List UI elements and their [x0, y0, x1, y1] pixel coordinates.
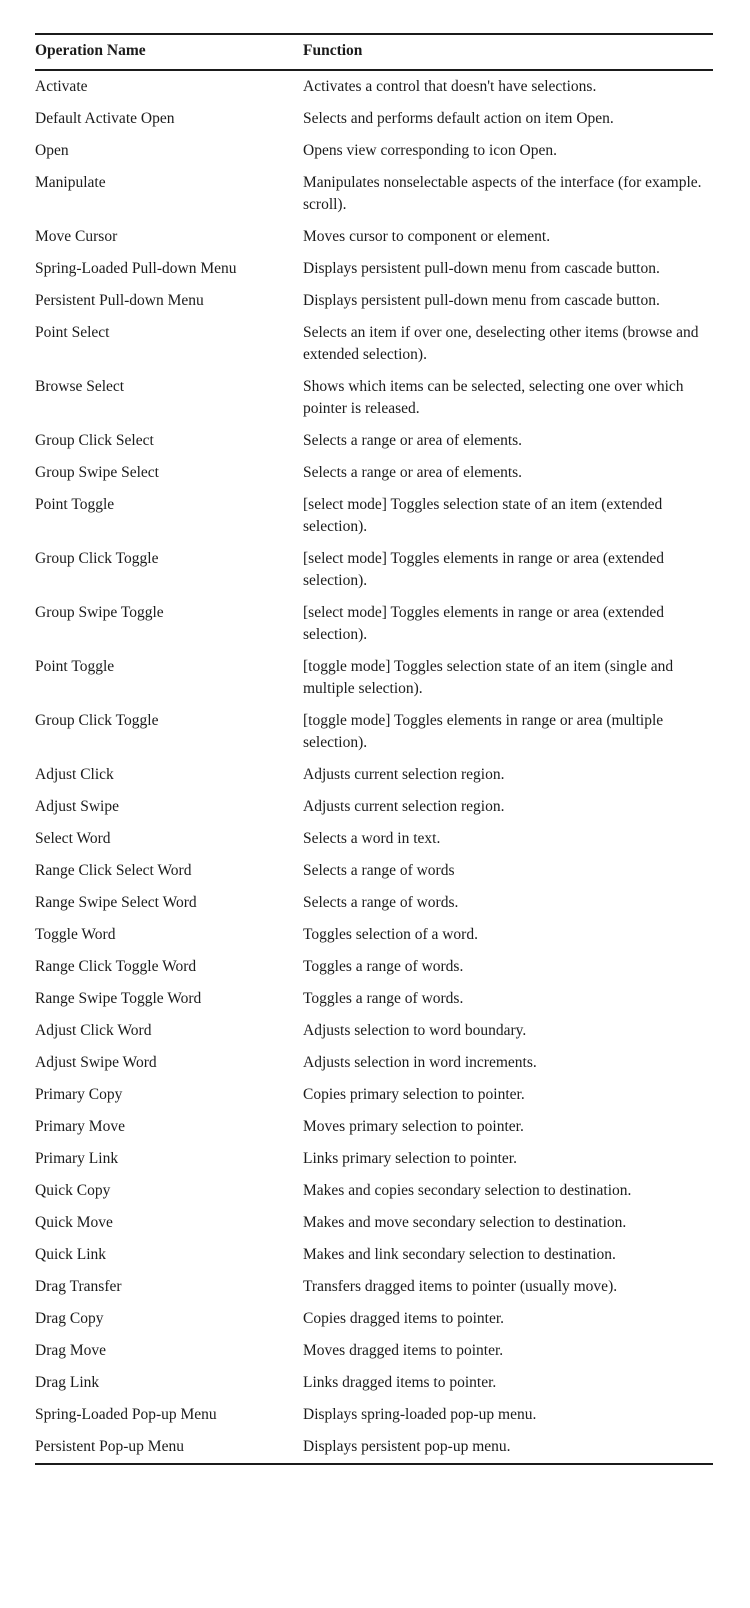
operation-name-cell: Group Click Toggle: [35, 712, 159, 729]
table-row: [35, 705, 713, 759]
function-cell: Adjusts current selection region.: [303, 798, 505, 815]
operation-name-cell: Manipulate: [35, 174, 106, 191]
operation-name-cell: Group Click Select: [35, 432, 154, 449]
operation-name-cell: Primary Link: [35, 1150, 119, 1167]
operation-name-cell: Range Swipe Select Word: [35, 894, 197, 911]
operation-name-cell: Select Word: [35, 830, 111, 847]
operation-name-cell: Range Swipe Toggle Word: [35, 990, 202, 1007]
table-row: [35, 1047, 713, 1079]
table-row: [35, 1111, 713, 1143]
operation-name-cell: Primary Move: [35, 1118, 125, 1135]
operation-name-cell: Quick Copy: [35, 1182, 111, 1199]
table-row: [35, 951, 713, 983]
table-row: [35, 1271, 713, 1303]
table-row: [35, 1399, 713, 1431]
function-cell: Selects a range or area of elements.: [303, 432, 523, 449]
function-cell: Selects a word in text.: [303, 830, 441, 847]
operation-name-cell: Drag Move: [35, 1342, 107, 1359]
table-row: [35, 71, 713, 103]
operation-name-cell: Drag Transfer: [35, 1278, 122, 1295]
function-cell: Selects and performs default action on item Open.: [303, 110, 614, 127]
table-row: [35, 887, 713, 919]
function-cell: Displays persistent pull-down menu from cascade button.: [303, 292, 660, 309]
function-cell: [toggle mode] Toggles elements in range or area (multiple selection).: [303, 712, 664, 751]
operation-name-cell: Open: [35, 142, 69, 159]
function-cell: Moves dragged items to pointer.: [303, 1342, 504, 1359]
operation-name-cell: Default Activate Open: [35, 110, 175, 127]
operations-table: [35, 33, 713, 1465]
operation-name-cell: Drag Link: [35, 1374, 100, 1391]
operation-name-cell: Group Swipe Toggle: [35, 604, 164, 621]
operation-name-cell: Spring-Loaded Pull-down Menu: [35, 260, 237, 277]
table-row: [35, 919, 713, 951]
operation-name-cell: Quick Link: [35, 1246, 107, 1263]
operation-name-cell: Group Click Toggle: [35, 550, 159, 567]
operation-name-cell: Point Select: [35, 324, 110, 341]
table-row: [35, 597, 713, 651]
table-row: [35, 317, 713, 371]
table-row: [35, 1335, 713, 1367]
table-row: [35, 135, 713, 167]
operation-name-cell: Group Swipe Select: [35, 464, 159, 481]
operation-name-cell: Activate: [35, 78, 88, 95]
table-row: [35, 489, 713, 543]
table-row: [35, 285, 713, 317]
column-header-operation-name: Operation Name: [35, 42, 146, 59]
operation-name-cell: Toggle Word: [35, 926, 116, 943]
table-row: [35, 1207, 713, 1239]
operation-name-cell: Quick Move: [35, 1214, 113, 1231]
table-row: [35, 167, 713, 221]
table-body: [35, 71, 713, 1463]
function-cell: Toggles selection of a word.: [303, 926, 478, 943]
table-row: [35, 983, 713, 1015]
table-row: [35, 1367, 713, 1399]
function-cell: Activates a control that doesn't have selections.: [303, 78, 597, 95]
table-row: [35, 371, 713, 425]
function-cell: Makes and move secondary selection to destination.: [303, 1214, 627, 1231]
table-row: [35, 1015, 713, 1047]
operation-name-cell: Move Cursor: [35, 228, 118, 245]
table-row: [35, 651, 713, 705]
function-cell: Moves primary selection to pointer.: [303, 1118, 524, 1135]
function-cell: Selects a range or area of elements.: [303, 464, 523, 481]
function-cell: Toggles a range of words.: [303, 958, 464, 975]
operation-name-cell: Spring-Loaded Pop-up Menu: [35, 1406, 217, 1423]
function-cell: Adjusts current selection region.: [303, 766, 505, 783]
table-row: [35, 1303, 713, 1335]
table-row: [35, 457, 713, 489]
function-cell: Displays persistent pull-down menu from cascade button.: [303, 260, 660, 277]
operation-name-cell: Persistent Pull-down Menu: [35, 292, 204, 309]
table-row: [35, 221, 713, 253]
function-cell: [select mode] Toggles elements in range or area (extended selection).: [303, 604, 665, 643]
function-cell: [toggle mode] Toggles selection state of an item (single and multiple selection).: [303, 658, 674, 697]
table-row: [35, 855, 713, 887]
function-cell: Links dragged items to pointer.: [303, 1374, 497, 1391]
table-row: [35, 425, 713, 457]
table-row: [35, 543, 713, 597]
operation-name-cell: Primary Copy: [35, 1086, 123, 1103]
function-cell: Copies dragged items to pointer.: [303, 1310, 505, 1327]
operation-name-cell: Adjust Click: [35, 766, 114, 783]
function-cell: Selects a range of words.: [303, 894, 459, 911]
operation-name-cell: Persistent Pop-up Menu: [35, 1438, 184, 1455]
function-cell: Copies primary selection to pointer.: [303, 1086, 525, 1103]
operation-name-cell: Range Click Toggle Word: [35, 958, 197, 975]
table-row: [35, 1431, 713, 1463]
function-cell: Displays spring-loaded pop-up menu.: [303, 1406, 537, 1423]
operation-name-cell: Adjust Swipe Word: [35, 1054, 157, 1071]
function-cell: Selects a range of words: [303, 862, 455, 879]
function-cell: Moves cursor to component or element.: [303, 228, 551, 245]
table-row: [35, 1143, 713, 1175]
function-cell: Makes and copies secondary selection to destination.: [303, 1182, 632, 1199]
table-header-row: [35, 35, 713, 71]
function-cell: Toggles a range of words.: [303, 990, 464, 1007]
table-row: [35, 253, 713, 285]
operation-name-cell: Browse Select: [35, 378, 125, 395]
function-cell: Adjusts selection to word boundary.: [303, 1022, 527, 1039]
function-cell: Displays persistent pop-up menu.: [303, 1438, 511, 1455]
operation-name-cell: Point Toggle: [35, 658, 115, 675]
function-cell: Selects an item if over one, deselecting other items (browse and extended selection).: [303, 324, 699, 363]
function-cell: Opens view corresponding to icon Open.: [303, 142, 557, 159]
function-cell: Adjusts selection in word increments.: [303, 1054, 537, 1071]
table-row: [35, 1175, 713, 1207]
table-row: [35, 1239, 713, 1271]
function-cell: Links primary selection to pointer.: [303, 1150, 517, 1167]
table-row: [35, 1079, 713, 1111]
operation-name-cell: Adjust Swipe: [35, 798, 119, 815]
table-row: [35, 823, 713, 855]
table-row: [35, 791, 713, 823]
operation-name-cell: Adjust Click Word: [35, 1022, 152, 1039]
table-row: [35, 103, 713, 135]
operation-name-cell: Drag Copy: [35, 1310, 104, 1327]
operation-name-cell: Range Click Select Word: [35, 862, 192, 879]
operation-name-cell: Point Toggle: [35, 496, 115, 513]
function-cell: [select mode] Toggles elements in range or area (extended selection).: [303, 550, 665, 589]
function-cell: Manipulates nonselectable aspects of the interface (for example. scroll).: [303, 174, 702, 213]
function-cell: Makes and link secondary selection to destination.: [303, 1246, 616, 1263]
table-row: [35, 759, 713, 791]
column-header-function: Function: [303, 42, 363, 59]
function-cell: [select mode] Toggles selection state of an item (extended selection).: [303, 496, 663, 535]
function-cell: Shows which items can be selected, selecting one over which pointer is released.: [303, 378, 684, 417]
function-cell: Transfers dragged items to pointer (usually move).: [303, 1278, 618, 1295]
